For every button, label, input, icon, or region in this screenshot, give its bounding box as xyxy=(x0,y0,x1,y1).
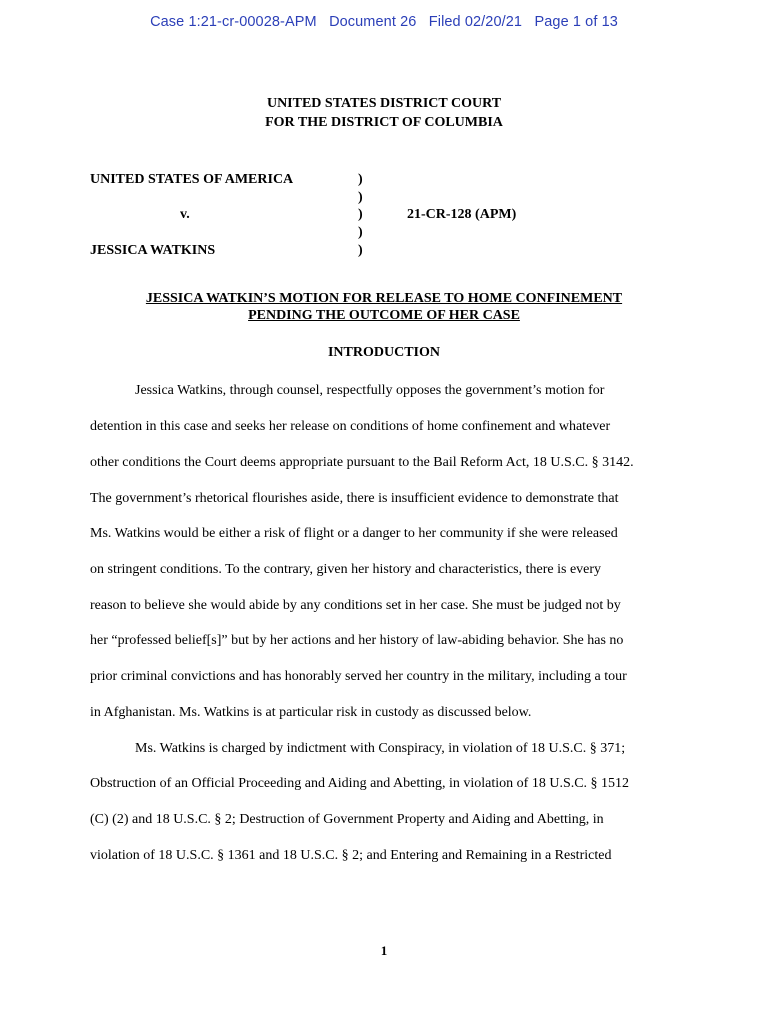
court-heading xyxy=(0,94,768,132)
body-line: reason to believe she would abide by any conditions set in her case. She must be judged not by xyxy=(90,598,621,613)
body-line: detention in this case and seeks her release on conditions of home confinement and whatever xyxy=(90,419,611,434)
body-line: prior criminal convictions and has honorably served her country in the military, including a tour xyxy=(90,669,627,684)
caption-paren: ) xyxy=(358,225,363,240)
section-heading: INTRODUCTION xyxy=(327,345,440,360)
page-indicator: Page 1 of 13 xyxy=(534,14,618,30)
body-line: in Afghanistan. Ms. Watkins is at particular risk in custody as discussed below. xyxy=(90,705,532,720)
body-line: Jessica Watkins, through counsel, respectfully opposes the government’s motion for xyxy=(135,383,605,398)
court-district: FOR THE DISTRICT OF COLUMBIA xyxy=(265,115,503,130)
caption-paren: ) xyxy=(358,172,363,187)
caption-paren: ) xyxy=(358,243,363,258)
filed-date: Filed 02/20/21 xyxy=(428,14,523,30)
case-no: 21-CR-128 (APM) xyxy=(407,207,517,222)
body-line: Obstruction of an Official Proceeding and Aiding and Abetting, in violation of 18 U.S.C. § 1512 xyxy=(90,776,630,791)
motion-title-line: PENDING THE OUTCOME OF HER CASE xyxy=(248,308,520,323)
body-line: on stringent conditions. To the contrary, given her history and characteristics, there is every xyxy=(90,562,602,577)
body-line: other conditions the Court deems appropriate pursuant to the Bail Reform Act, 18 U.S.C. § 3142. xyxy=(90,455,634,470)
versus: v. xyxy=(180,207,190,222)
body-line: Ms. Watkins is charged by indictment with Conspiracy, in violation of 18 U.S.C. § 371; xyxy=(135,741,626,756)
ecf-header-stamp xyxy=(0,14,768,30)
case-number: Case 1:21-cr-00028-APM xyxy=(150,14,317,30)
body-line: The government’s rhetorical flourishes aside, there is insufficient evidence to demonstrate that xyxy=(90,491,619,506)
court-name: UNITED STATES DISTRICT COURT xyxy=(266,96,502,111)
plaintiff-name: UNITED STATES OF AMERICA xyxy=(90,172,294,187)
body-line: her “professed belief[s]” but by her actions and her history of law-abiding behavior. She has no xyxy=(90,633,624,648)
body-line: violation of 18 U.S.C. § 1361 and 18 U.S.C. § 2; and Entering and Remaining in a Restricted xyxy=(90,848,612,863)
page-number: 1 xyxy=(380,943,388,958)
document-number: Document 26 xyxy=(329,14,417,30)
motion-title-line: JESSICA WATKIN’S MOTION FOR RELEASE TO HOME CONFINEMENT xyxy=(145,291,623,306)
caption-paren: ) xyxy=(358,207,363,222)
body-line: Ms. Watkins would be either a risk of flight or a danger to her community if she were released xyxy=(90,526,618,541)
caption-paren: ) xyxy=(358,190,363,205)
defendant-name: JESSICA WATKINS xyxy=(90,243,216,258)
body-line: (C) (2) and 18 U.S.C. § 2; Destruction of Government Property and Aiding and Abetting, in xyxy=(90,812,604,827)
motion-title xyxy=(0,290,768,324)
